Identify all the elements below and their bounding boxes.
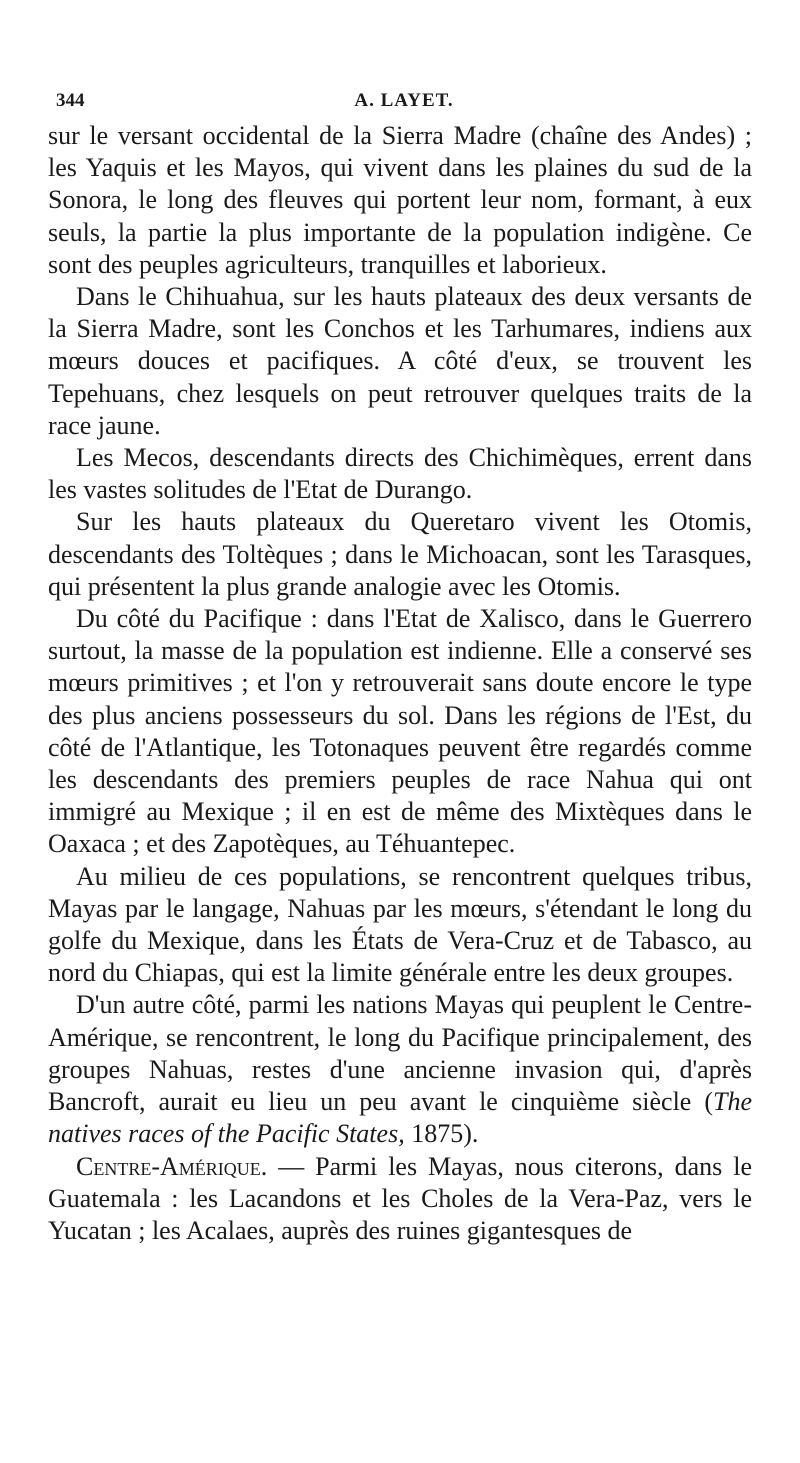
paragraph-centre-amerique-text: — Parmi les Mayas, nous citerons, dans le Guatemala : les Lacandons et les Choles de la Vera-Paz, vers le Yucatan ; les Acalaes, auprès des ruines gigantesques de [48,1151,752,1245]
book-title-citation: The natives races of the Pacific States, [48,1087,752,1149]
body-text [48,120,752,1247]
paragraph-bancroft-text: D'un autre côté, parmi les nations Mayas qui peuplent le Centre-Amérique, se rencontrent, le long du Pacifique principalement, des groupes Nahuas, restes d'une ancienne invasion qui, d'après Bancroft, aurait eu lieu un peu avant le cinquième siècle ( [48,990,752,1117]
paragraph-centre-amerique [48,1151,752,1248]
paragraph-mayas-nahuas: Au milieu de ces populations, se rencontrent quelques tribus, Mayas par le langage, Nahuas par les mœurs, s'étendant le long du golfe du Mexique, dans les États de Vera-Cruz et de Tabasco, au nord du Chiapas, qui est la limite générale entre les deux groupes. [48,861,752,988]
paragraph-bancroft [48,989,752,1150]
paragraph-mecos: Les Mecos, descendants directs des Chichimèques, errent dans les vastes solitudes de l'Etat de Durango. [48,443,752,505]
paragraph-pacifique: Du côté du Pacifique : dans l'Etat de Xalisco, dans le Guerrero surtout, la masse de la population est indienne. Elle a conservé ses mœurs primitives ; et l'on y retrouverait sans doute encore le type des plus anciens possesseurs du sol. Dans les régions de l'Est, du côté de l'Atlantique, les Totonaques peuvent être regardés comme les descendants des premiers peuples de race Nahua qui ont immigré au Mexique ; il en est de même des Mixtèques dans le Oaxaca ; et des Zapotèques, au Téhuantepec. [48,604,752,859]
page-number: 344 [56,90,85,111]
paragraph-chihuahua: Dans le Chihuahua, sur les hauts plateaux des deux versants de la Sierra Madre, sont les Conchos et les Tarhumares, indiens aux mœurs douces et pacifiques. A côté d'eux, se trouvent les Tepehuans, chez lesquels on peut retrouver quelques traits de la race jaune. [48,282,752,440]
paragraph-sonora: sur le versant occidental de la Sierra Madre (chaîne des Andes) ; les Yaquis et les Mayos, qui vivent dans les plaines du sud de la Sonora, le long des fleuves qui portent leur nom, formant, à eux seuls, la partie la plus importante de la population indigène. Ce sont des peuples agriculteurs, tranquilles et laborieux. [48,121,752,279]
running-title: A. LAYET. [354,90,454,111]
paragraph-bancroft-end: 1875). [404,1119,479,1149]
paragraph-otomis: Sur les hauts plateaux du Queretaro vivent les Otomis, descendants des Toltèques ; dans le Michoacan, sont les Tarasques, qui présentent la plus grande analogie avec les Otomis. [48,507,752,601]
running-head [56,90,752,114]
section-heading: Centre-Amérique. [76,1151,268,1181]
